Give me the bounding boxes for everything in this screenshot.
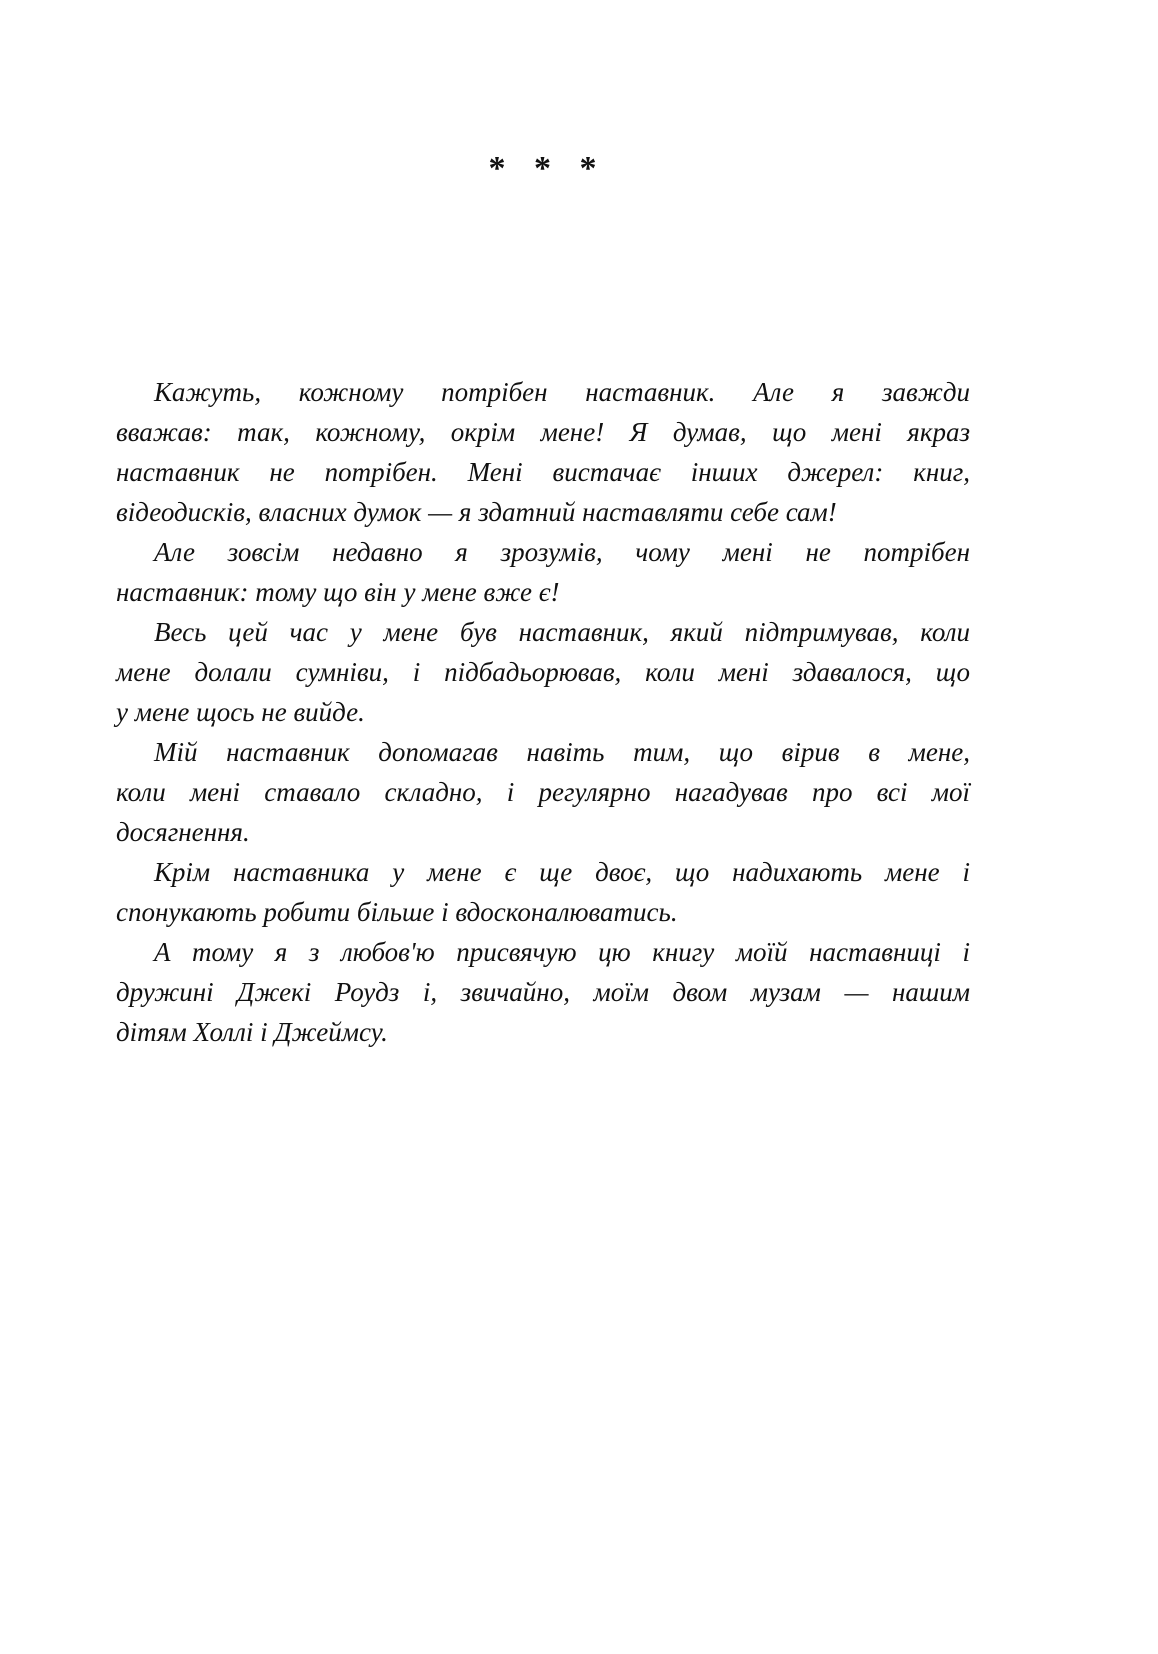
text-line: спонукають робити більше і вдосконалюватись. [116, 897, 678, 927]
dedication-text [116, 372, 970, 1052]
text-line: Весь цей час у мене був наставник, який підтримував, коли [154, 617, 970, 647]
text-line: А тому я з любов'ю присвячую цю книгу моїй наставниці і [154, 937, 970, 967]
text-line: дітям Холлі і Джеймсу. [116, 1017, 388, 1047]
text-line: Але зовсім недавно я зрозумів, чому мені не потрібен [154, 537, 970, 567]
text-line: наставник: тому що він у мене вже є! [116, 577, 560, 607]
paragraph [116, 532, 970, 612]
text-line: Кажуть, кожному потрібен наставник. Але я завжди [154, 377, 970, 407]
text-line: наставник не потрібен. Мені вистачає інших джерел: книг, [116, 457, 970, 487]
text-line: вважав: так, кожному, окрім мене! Я думав, що мені якраз [116, 417, 970, 447]
text-line: Мій наставник допомагав навіть тим, що вірив в мене, [154, 737, 970, 767]
text-line: мене долали сумніви, і підбадьорював, коли мені здавалося, що [116, 657, 970, 687]
paragraph [116, 732, 970, 852]
text-line: Крім наставника у мене є ще двоє, що надихають мене і [154, 857, 970, 887]
paragraph [116, 612, 970, 732]
paragraph [116, 852, 970, 932]
text-line: дружині Джекі Роудз і, звичайно, моїм двом музам — нашим [116, 977, 970, 1007]
paragraph [116, 932, 970, 1052]
text-line: у мене щось не вийде. [116, 697, 365, 727]
paragraph [116, 372, 970, 532]
text-line: коли мені ставало складно, і регулярно нагадував про всі мої [116, 777, 970, 807]
text-line: відеодисків, власних думок — я здатний наставляти себе сам! [116, 497, 837, 527]
section-separator: * * * [488, 150, 607, 187]
text-line: досягнення. [116, 817, 250, 847]
